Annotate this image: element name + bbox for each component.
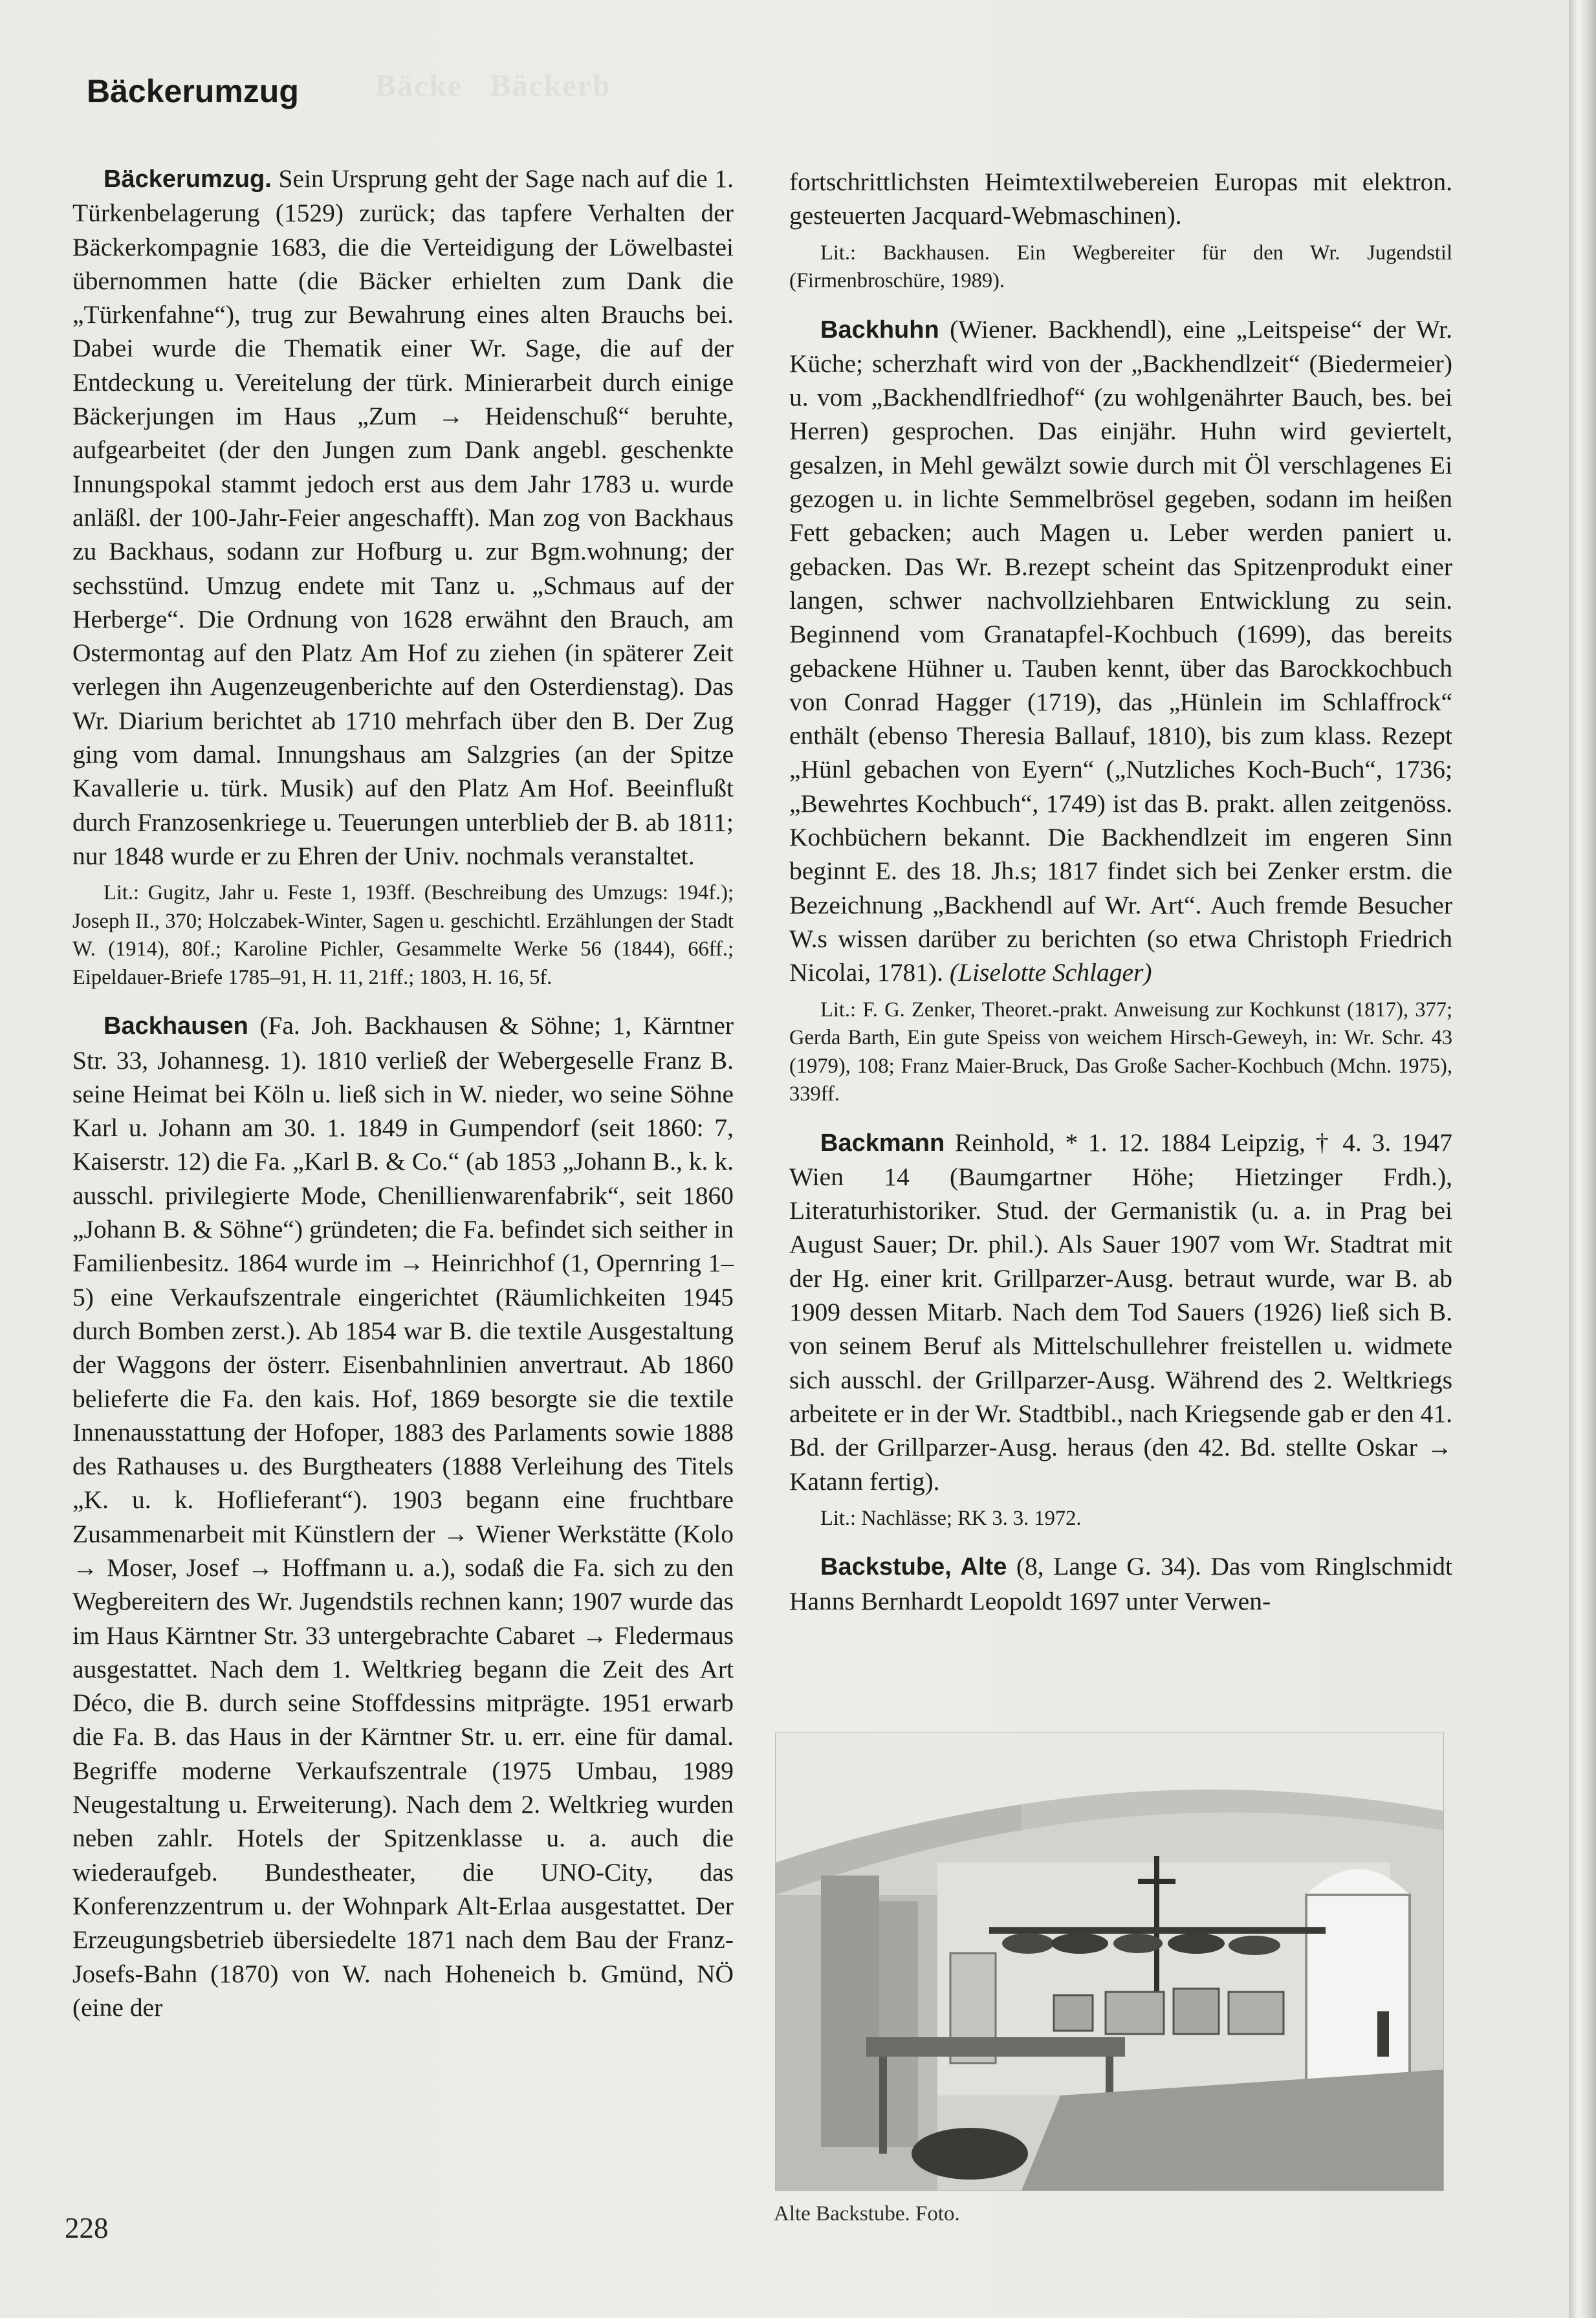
entry-head: Backhuhn <box>820 316 939 344</box>
entry-backhuhn <box>789 312 1452 990</box>
page-edge <box>1569 0 1596 2318</box>
show-through-text: Bäcke Bäckerb <box>375 69 611 103</box>
photo-illustration <box>776 1733 1443 2191</box>
entry-backhausen-continued: fortschrittlichsten Heimtextilwebereien Europas mit elektron. gesteuerten Jacquard-Webmaschinen). <box>789 168 1452 230</box>
entry-baeckerumzug <box>72 162 734 873</box>
running-header: Bäckerumzug <box>87 73 299 109</box>
entry-head: Backmann <box>820 1129 945 1157</box>
entry-author: (Liselotte Schlager) <box>949 958 1152 987</box>
entry-text: (Fa. Joh. Backhausen & Söhne; 1, Kärntner Str. 33, Johannesg. 1). 1810 verließ der Webergeselle Franz B. seine Heimat bei Köln u. ließ sich in W. nieder, wo seine Söhne Karl u. Johann am 30. 1. 1849 in Gumpendorf (seit 1860: 7, Kaiserstr. 12) die Fa. „Karl B. & Co.“ (ab 1853 „Johann B., k. k. ausschl. privilegierte Mode, Chenillienwarenfabrik“, seit 1860 „Johann B. & Söhne“) gründeten; die Fa. befindet sich seither in Familienbesitz. 1864 wurde im → Heinrichhof (1, Opernring 1–5) eine Verkaufszentrale eingerichtet (Räumlichkeiten 1945 durch Bomben zerst.). Ab 1854 war B. die textile Ausgestaltung der Waggons der österr. Eisenbahnlinien anvertraut. Ab 1860 belieferte die Fa. den kais. Hof, 1869 besorgte sie die textile Innenausstattung der Hofoper, 1883 des Parlaments sowie 1888 des Rathauses u. des Burgtheaters (1888 Verleihung des Titels „K. u. k. Hoflieferant“). 1903 begann eine fruchtbare Zusammenarbeit mit Künstlern der → Wiener Werkstätte (Kolo → Moser, Josef → Hoffmann u. a.), sodaß die Fa. sich zu den Wegbereitern des Wr. Jugendstils rechnen kann; 1907 wurde das im Haus Kärntner Str. 33 untergebrachte Cabaret → Fledermaus ausgestattet. Nach dem 1. Weltkrieg begann die Zeit des Art Déco, die B. durch seine Stoffdessins mitprägte. 1951 erwarb die Fa. B. das Haus in der Kärntner Str. u. err. eine für damal. Begriffe moderne Verkaufszentrale (1975 Umbau, 1989 Neugestaltung u. Erweiterung). Nach dem 2. Weltkrieg wurden neben zahlr. Hotels der Spitzenklasse u. a. auch die wiederaufgeb. Bundestheater, die UNO-City, das Konferenzzentrum u. der Wohnpark Alt-Erlaa ausgestattet. Der Erzeugungsbetrieb übersiedelte 1871 nach dem Bau der Franz-Josefs-Bahn (1870) von W. nach Hoheneich b. Gmünd, NÖ (eine der <box>72 1011 734 2022</box>
entry-head: Backhausen <box>104 1012 248 1040</box>
literature-note: Lit.: Gugitz, Jahr u. Feste 1, 193ff. (Beschreibung des Umzugs: 194f.); Joseph II., 370; Holczabek-Winter, Sagen u. geschichtl. Erzählungen der Stadt W. (1914), 80f.; Karoline Pichler, Gesammelte Werke 56 (1844), 66ff.; Eipeldauer-Briefe 1785–91, H. 11, 21ff.; 1803, H. 16, 5f. <box>72 881 734 989</box>
entry-text: (Wiener. Backhendl), eine „Leitspeise“ der Wr. Küche; scherzhaft wird von der „Backhendlzeit“ (Biedermeier) u. vom „Backhendlfriedhof“ (zu wohlgenährter Bauch, bes. bei Herren) gesprochen. Das einjähr. Huhn wird geviertelt, gesalzen, in Mehl gewälzt sowie durch mit Öl verschlagenes Ei gezogen u. in lichte Semmelbrösel gegeben, sodann im heißen Fett gebacken; auch Magen u. Leber werden paniert u. gebacken. Das Wr. B.rezept scheint das Spitzenprodukt einer langen, schwer nachvollziehbaren Entwicklung zu sein. Beginnend vom Granatapfel-Kochbuch (1699), das bereits gebackene Hühner u. Tauben kennt, über das Barockkochbuch von Conrad Hagger (1719), das „Hünlein im Schlaffrock“ enthält (ebenso Theresia Ballauf, 1810), bis zum klass. Rezept „Hünl gebachen von Eyern“ („Nutzliches Koch-Buch“, 1736; „Bewehrtes Kochbuch“, 1749) ist das B. prakt. allen zeitgenöss. Kochbüchern bekannt. Die Backhendlzeit im engeren Sinn beginnt E. des 18. Jh.s; 1817 findet sich bei Zenker erstm. die Bezeichnung „Backhendl auf Wr. Art“. Auch fremde Besucher W.s wissen darüber zu berichten (so etwa Christoph Friedrich Nicolai, 1781). <box>789 314 1452 987</box>
entry-text: (8, Lange G. 34). Das vom Ringlschmidt Hanns Bernhardt Leopoldt 1697 unter Verwen- <box>789 1552 1452 1615</box>
page-number: 228 <box>65 2212 109 2244</box>
entry-head: Backstube, Alte <box>820 1553 1007 1581</box>
entry-backhausen <box>72 1009 734 2024</box>
entry-backmann <box>789 1126 1452 1498</box>
entry-text: Sein Ursprung geht der Sage nach auf die 1. Türkenbelagerung (1529) zurück; das tapfere Verhalten der Bäckerkompagnie 1683, die die Verteidigung der Löwelbastei übernommen hatte (die Bäcker erhielten zum Dank die „Türkenfahne“), trug zur Bewahrung eines alten Brauchs bei. Dabei wurde die Thematik einer Wr. Sage, die auf der Entdeckung u. Vereitelung der türk. Minierarbeit durch einige Bäckerjungen im Haus „Zum → Heidenschuß“ beruhte, aufgearbeitet (der den Jungen zum Dank angebl. geschenkte Innungspokal stammt jedoch erst aus dem Jahr 1783 u. wurde anläßl. der 100-Jahr-Feier angeschafft). Man zog von Backhaus zu Backhaus, sodann zur Hofburg u. zur Bgm.wohnung; der sechsstünd. Umzug endete mit Tanz u. „Schmaus auf der Herberge“. Die Ordnung von 1628 erwähnt den Brauch, am Ostermontag auf den Platz Am Hof zu ziehen (in späterer Zeit verlegen ihn Augenzeugenberichte auf den Osterdienstag). Das Wr. Diarium berichtet ab 1710 mehrfach über den B. Der Zug ging vom damal. Innungshaus am Salzgries (an der Spitze Kavallerie u. türk. Musik) auf den Platz Am Hof. Beeinflußt durch Franzosenkriege u. Teuerungen unterblieb der B. ab 1811; nur 1848 wurde er zu Ehren der Univ. nochmals veranstaltet. <box>72 164 734 870</box>
entry-backstube <box>789 1549 1452 1618</box>
entry-text: Reinhold, * 1. 12. 1884 Leipzig, † 4. 3. 1947 Wien 14 (Baumgartner Höhe; Hietzinger Frdh.), Literaturhistoriker. Stud. der Germanistik (u. a. in Prag bei August Sauer; Dr. phil.). Als Sauer 1907 vom Wr. Stadtrat mit der Hg. einer krit. Grillparzer-Ausg. betraut wurde, war B. ab 1909 dessen Mitarb. Nach dem Tod Sauers (1926) ließ sich B. von seinem Beruf als Mittelschullehrer freistellen u. widmete sich ausschl. der Grillparzer-Ausg. Während des 2. Weltkriegs arbeitete er in der Wr. Stadtbibl., nach Kriegsende gab er den 41. Bd. der Grillparzer-Ausg. heraus (den 42. Bd. stellte Oskar → Katann fertig). <box>789 1128 1452 1496</box>
entry-head: Bäckerumzug. <box>104 166 272 193</box>
bakery-photo <box>775 1733 1444 2191</box>
right-column <box>789 165 1452 1618</box>
photo-caption: Alte Backstube. Foto. <box>774 2202 960 2225</box>
literature-note: Lit.: F. G. Zenker, Theoret.-prakt. Anweisung zur Kochkunst (1817), 377; Gerda Barth, Ein gute Speiss von weichem Hirsch-Geweyh, in: Wr. Schr. 43 (1979), 108; Franz Maier-Bruck, Das Große Sacher-Kochbuch (Mchn. 1975), 339ff. <box>789 998 1452 1106</box>
left-column <box>72 162 734 2024</box>
literature-note: Lit.: Nachlässe; RK 3. 3. 1972. <box>820 1506 1082 1530</box>
literature-note: Lit.: Backhausen. Ein Wegbereiter für den Wr. Jugendstil (Firmenbroschüre, 1989). <box>789 241 1452 293</box>
